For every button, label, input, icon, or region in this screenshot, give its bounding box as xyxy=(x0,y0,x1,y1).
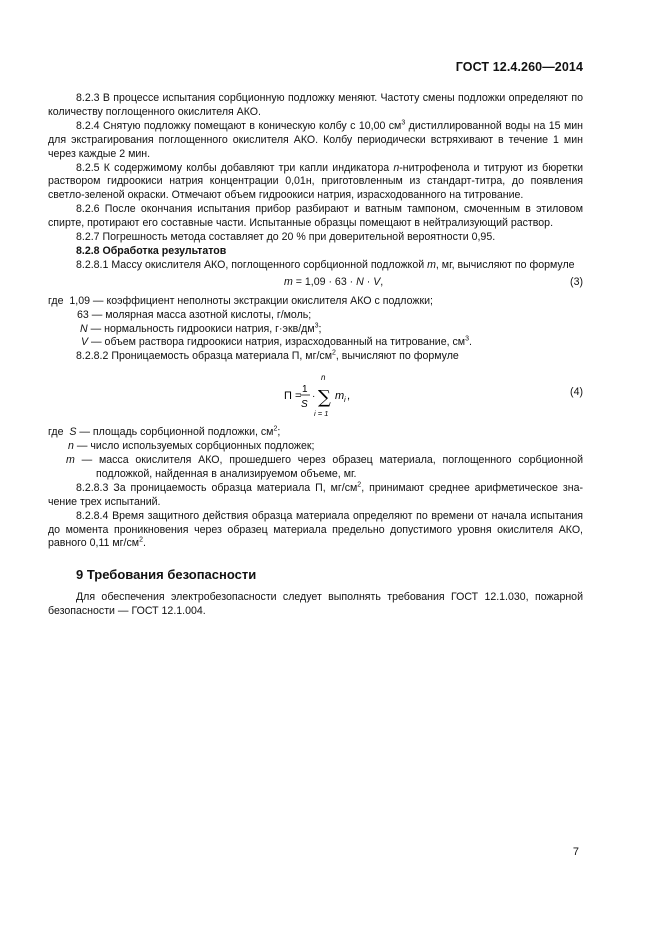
svg-text:i: i xyxy=(344,395,346,405)
svg-text:S: S xyxy=(301,399,308,411)
formula-3: m = 1,09 · 63 · N · V, (3) xyxy=(284,275,583,288)
formula-4 xyxy=(48,364,583,426)
paragraph-8-2-8-3: 8.2.8.3 За проницаемость образца материала П, $мг/см^2$, принимают среднее арифметическое значение трех испытаний. xyxy=(48,481,583,508)
svg-text:·: · xyxy=(312,391,316,403)
formula-4-expression xyxy=(280,364,420,426)
svg-text:1: 1 xyxy=(302,384,308,396)
formula-number: (4) xyxy=(570,386,583,399)
where-list-2: где S — площадь сорбционной подложки, $см^2$; n — число используемых сорбционных подложек; m — масса окислителя АКО, прошедшего через образец материала, поглощенного сорбционной подложкой, найденная в анализируемом объеме, мг. xyxy=(48,425,583,480)
paragraph-8-2-3: 8.2.3 В процессе испытания сорбционную подложку меняют. Частоту смены подложки определяют по количеству поглощенного окислителя АКО. xyxy=(48,92,583,118)
section-9-text: Для обеспечения электробезопасности следует выполнять требования ГОСТ 12.1.030, пожарной безопасности — ГОСТ 12.1.004. xyxy=(48,591,583,618)
paragraph-8-2-6: 8.2.6 После окончания испытания прибор разбирают и ватным тампоном, смоченным в этиловом спирте, протирают его составные части. Испытанные образцы помещают в нейтрализующий раствор. xyxy=(48,203,583,230)
standard-header: ГОСТ 12.4.260—2014 xyxy=(455,60,583,74)
svg-text:,: , xyxy=(347,390,351,403)
paragraph-8-2-4: 8.2.4 Снятую подложку помещают в коническую колбу с 10,00 $см^3$ дистиллированной воды на 15 мин для экстрагирования поглощенного окислителя АКО. Колбу периодически встряхивают в течение 1 мин через каждые 2 мин. xyxy=(48,119,583,160)
svg-text:∑: ∑ xyxy=(318,387,331,409)
section-9-title: 9 Требования безопасности xyxy=(76,567,257,583)
heading-8-2-8: 8.2.8 Обработка результатов xyxy=(76,244,227,257)
paragraph-8-2-8-2: 8.2.8.2 Проницаемость образца материала П, $мг/см^2$, вычисляют по формуле xyxy=(76,349,459,363)
svg-text:n: n xyxy=(321,373,326,383)
svg-text:П =: П = xyxy=(284,390,302,403)
paragraph-8-2-8-1: 8.2.8.1 Массу окислителя АКО, поглощенного сорбционной подложкой m, мг, вычисляют по формуле xyxy=(76,258,575,271)
where-list-1: где 1,09 — коэффициент неполноты экстракции окислителя АКО с подложки; 63 — молярная масса азотной кислоты, г/моль; N — нормальность гидроокиси натрия, $г\cdot экв/дм^3$; V — объем раствора гидроокиси натрия, израсходованный на титрование, $см^3$. xyxy=(48,294,472,349)
document-body xyxy=(48,92,583,619)
formula-number: (3) xyxy=(570,275,583,288)
page-number: 7 xyxy=(572,846,579,858)
paragraph-8-2-7: 8.2.7 Погрешность метода составляет до 20 % при доверительной вероятности 0,95. xyxy=(76,231,496,244)
paragraph-8-2-8-4: 8.2.8.4 Время защитного действия образца материала определяют по времени от начала испытания до момента проникновения через образец материала предельно допустимого уровня окислителя АКО, равного 0,11 $мг/см^2$. xyxy=(48,509,583,550)
svg-text:i = 1: i = 1 xyxy=(314,409,329,419)
svg-text:m: m xyxy=(335,390,345,403)
paragraph-8-2-5: 8.2.5 К содержимому колбы добавляют три капли индикатора n-нитрофенола и титруют из бюретки раствором гидроокиси натрия концентрации 0,01н, приготовленным из стандарт-титра, до появления светло-зеленой окраски. Отмечают объем гидроокиси натрия, израсходованного на титрование. xyxy=(48,161,583,202)
